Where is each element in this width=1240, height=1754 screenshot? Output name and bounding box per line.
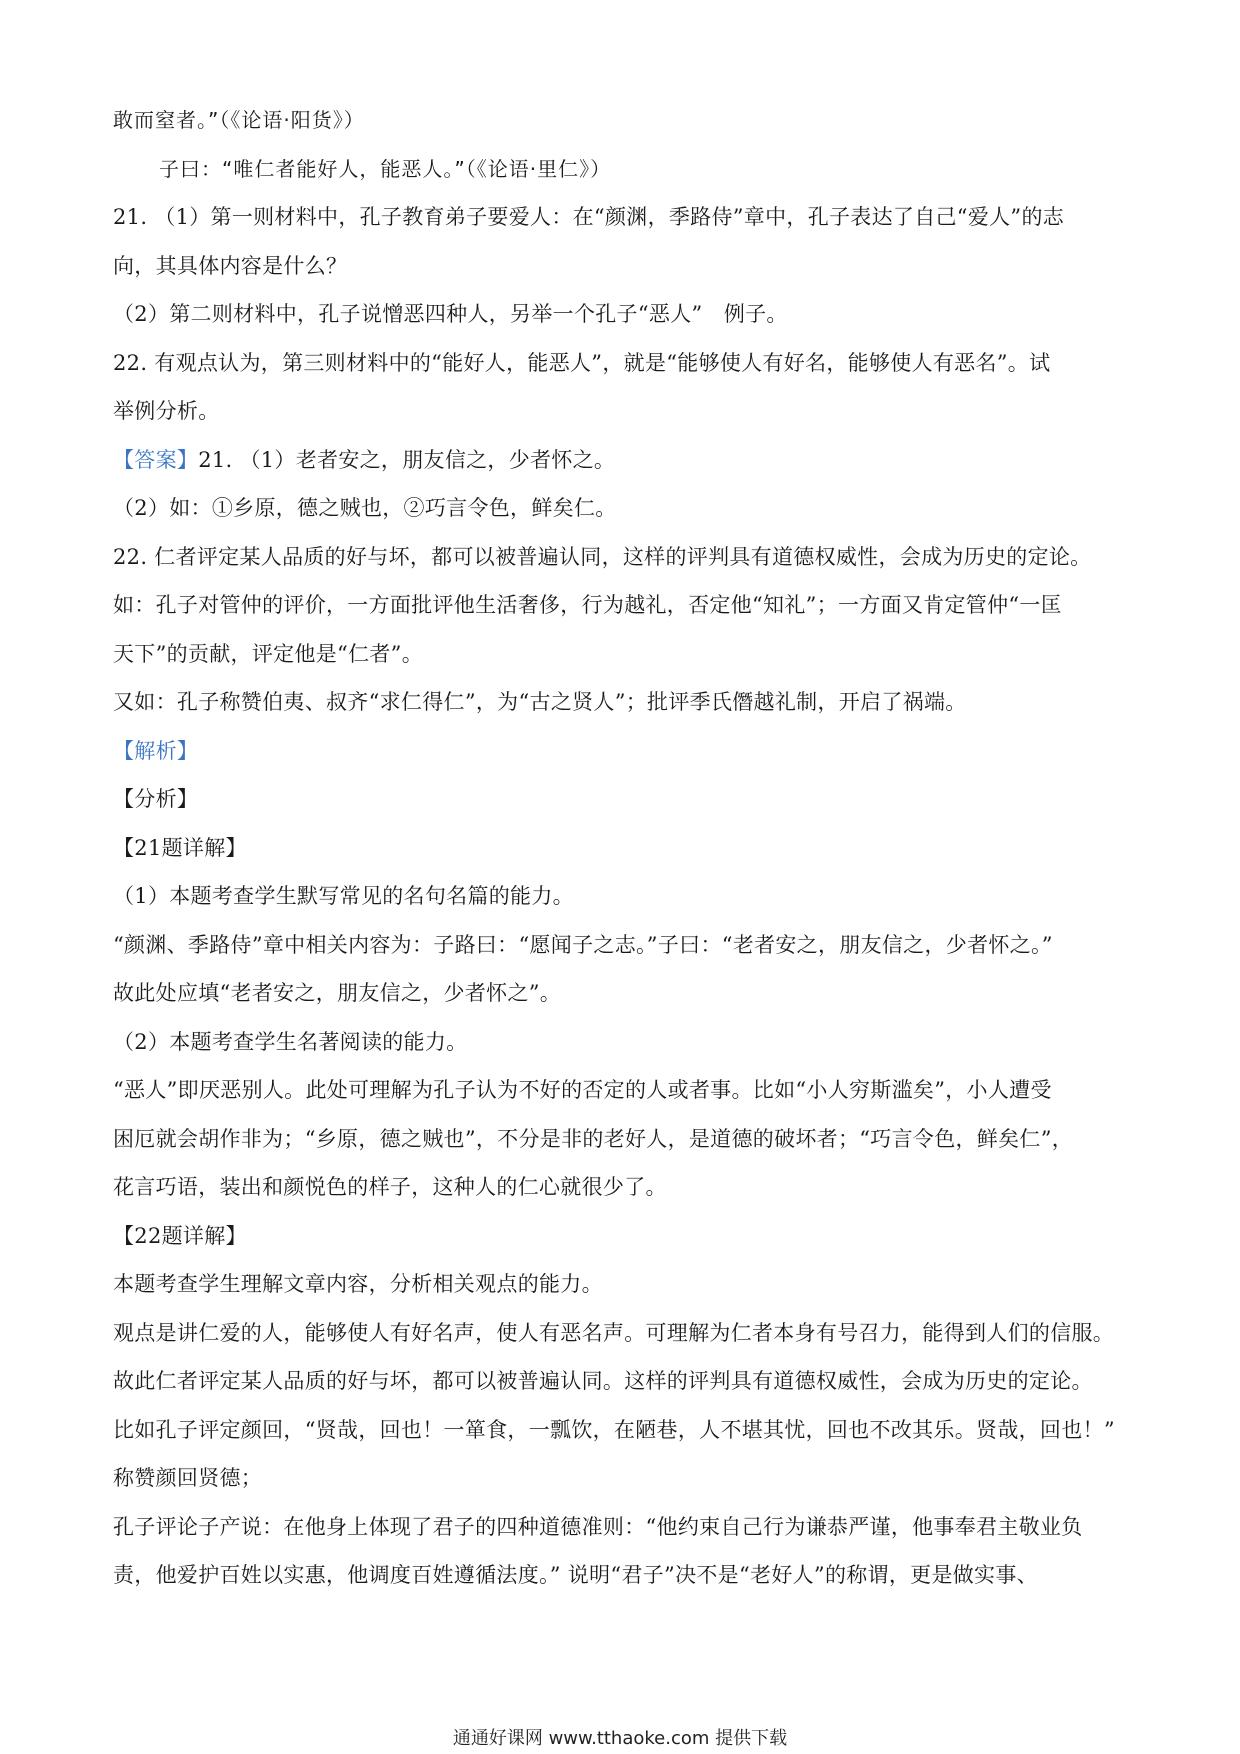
text-line: 子曰：“唯仁者能好人，能恶人。”（《论语·里仁》）: [159, 156, 612, 181]
text-line: （2）如：①乡原，德之贼也，②巧言令色，鲜矣仁。: [113, 496, 617, 520]
section-heading: 【21题详解】: [113, 835, 247, 860]
text-line: 敢而窒者。”（《论语·阳货》）: [113, 108, 365, 132]
question-22-line: 22. 有观点认为，第三则材料中的“能好人，能恶人”，就是“能够使人有好名，能够使人有恶名”。试: [113, 350, 1051, 375]
text-line: 观点是讲仁爱的人，能够使人有好名声，使人有恶名声。可理解为仁者本身有号召力，能得到人们的信服。: [113, 1320, 1115, 1345]
text-line: 孔子评论子产说：在他身上体现了君子的四种道德准则：“他约束自己行为谦恭严谨，他事奉君主敬业负: [113, 1514, 1083, 1539]
text-line: 花言巧语，装出和颜悦色的样子，这种人的仁心就很少了。: [113, 1175, 667, 1199]
text-line: 本题考查学生理解文章内容，分析相关观点的能力。: [113, 1272, 603, 1296]
text-line: 又如：孔子称赞伯夷、叔齐“求仁得仁”，为“古之贤人”；批评季氏僭越礼制，开启了祸端。: [113, 690, 967, 714]
answer-tag: 【答案】: [113, 447, 199, 472]
text-line: 故此处应填“老者安之，朋友信之，少者怀之”。: [113, 981, 562, 1005]
section-heading: 【22题详解】: [113, 1223, 247, 1248]
text-line: “恶人”即厌恶别人。此处可理解为孔子认为不好的否定的人或者事。比如“小人穷斯滥矣”，小人遭受: [113, 1078, 1052, 1102]
text-line: 称赞颜回贤德；: [113, 1466, 263, 1490]
text-line: 如：孔子对管仲的评价，一方面批评他生活奢侈，行为越礼，否定他“知礼”；一方面又肯定管仲“一匡: [113, 593, 1063, 617]
text-line: 比如孔子评定颜回，“贤哉，回也！一箪食，一瓢饮，在陋巷，人不堪其忧，回也不改其乐。贤哉，回也！”: [113, 1417, 1115, 1442]
text-line: 责，他爱护百姓以实惠，他调度百姓遵循法度。” 说明“君子”决不是“老好人”的称谓，更是做实事、: [113, 1563, 1038, 1587]
question-21-line: 21. （1）第一则材料中，孔子教育弟子要爱人：在“颜渊，季路侍”章中，孔子表达了自己“爱人”的志: [113, 205, 1065, 229]
answer-line: [113, 436, 1133, 485]
text-line: 故此仁者评定某人品质的好与坏，都可以被普遍认同。这样的评判具有道德权威性，会成为历史的定论。: [113, 1369, 1093, 1393]
answer-22-line: 22. 仁者评定某人品质的好与坏，都可以被普遍认同，这样的评判具有道德权威性，会成为历史的定论。: [113, 544, 1092, 569]
text-line: 向，其具体内容是什么？: [113, 253, 348, 278]
page-footer: 通通好课网 www.tthaoke.com 提供下载: [452, 1728, 788, 1749]
answer-21-text: 21. （1）老者安之，朋友信之，少者怀之。: [198, 447, 616, 472]
analysis-tag: 【解析】: [113, 738, 199, 763]
text-line: “颜渊、季路侍”章中相关内容为：子路曰：“愿闻子之志。”子曰：“老者安之，朋友信之，少者怀之。”: [113, 932, 1053, 957]
text-line: （2）本题考查学生名著阅读的能力。: [113, 1029, 468, 1054]
section-heading: 【分析】: [113, 787, 199, 811]
question-21-part2: （2）第二则材料中，孔子说憎恶四种人，另举一个孔子“恶人” 例子。: [113, 302, 788, 326]
text-line: 天下”的贡献，评定他是“仁者”。: [113, 641, 424, 666]
text-line: 举例分析。: [113, 399, 220, 423]
text-line: 困厄就会胡作非为；“乡原，德之贼也”，不分是非的老好人，是道德的破坏者；“巧言令色，鲜矣仁”，: [113, 1126, 1074, 1151]
text-line: （1）本题考查学生默写常见的名句名篇的能力。: [113, 884, 574, 908]
document-body: [113, 96, 1133, 1600]
